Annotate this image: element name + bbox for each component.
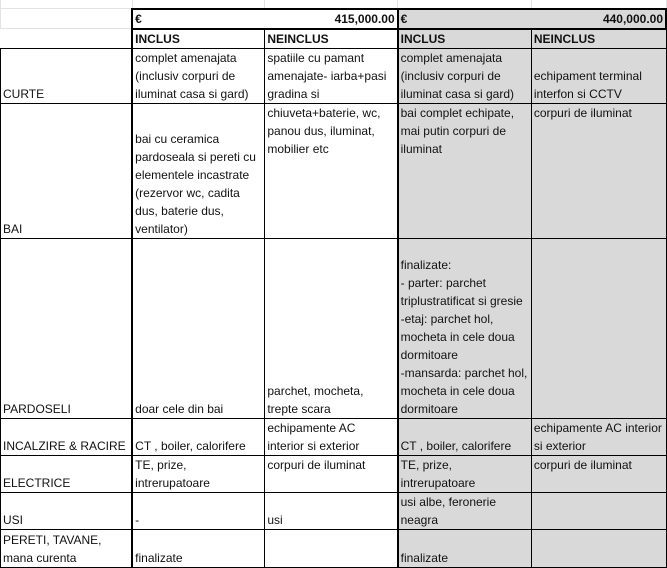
offer2-price: 440,000.00	[602, 11, 663, 26]
row-usi	[1, 492, 667, 529]
offer2-excluded-cell[interactable]	[531, 238, 666, 418]
row-label[interactable]: BAI	[1, 103, 133, 238]
offer1-included-header[interactable]: INCLUS	[132, 29, 265, 49]
row-curte	[1, 48, 667, 103]
offer1-included-cell[interactable]: CT , boiler, calorifere	[132, 418, 265, 455]
offer1-included-cell[interactable]: doar cele din bai	[132, 238, 265, 418]
offer1-included-cell[interactable]: -	[132, 492, 265, 529]
row-bai	[1, 103, 667, 238]
cell[interactable]	[398, 0, 532, 9]
offer1-included-cell[interactable]: TE, prize, intrerupatoare	[132, 455, 265, 492]
offer2-included-header[interactable]: INCLUS	[398, 29, 532, 49]
offer1-excluded-cell[interactable]: parchet, mocheta, trepte scara	[265, 238, 398, 418]
cell[interactable]	[132, 0, 265, 9]
offer1-excluded-cell[interactable]: usi	[265, 492, 398, 529]
offer1-price-cell[interactable]	[132, 9, 397, 29]
currency-symbol: €	[400, 11, 408, 26]
offer2-included-cell[interactable]: finalizate: - parter: parchet triplustratificat si gresie -etaj: parchet hol, mocheta in cele doua dormitoare -mansarda: parchet hol, mocheta in cele doua dormitoare	[398, 238, 532, 418]
currency-symbol: €	[135, 11, 142, 26]
offer1-included-cell[interactable]: finalizate	[132, 529, 265, 567]
offer1-excluded-cell[interactable]: chiuveta+baterie, wc, panou dus, iluminat, mobilier etc	[265, 103, 398, 238]
offer2-included-cell[interactable]: usi albe, feronerie neagra	[398, 492, 532, 529]
offer1-included-cell[interactable]: bai cu ceramica pardoseala si pereti cu elementele incastrate (rezervor wc, cadita dus, baterie dus, ventilator)	[132, 103, 265, 238]
offer2-included-cell[interactable]: bai complet echipate, mai putin corpuri de iluminat	[398, 103, 532, 238]
offer2-excluded-cell[interactable]	[531, 492, 666, 529]
row-label[interactable]: PARDOSELI	[1, 238, 133, 418]
cell[interactable]	[1, 9, 133, 29]
offer1-excluded-cell[interactable]: corpuri de iluminat	[265, 455, 398, 492]
offer2-excluded-cell[interactable]	[531, 529, 666, 567]
row-pereti-tavane	[1, 529, 667, 567]
cell[interactable]	[1, 0, 133, 9]
row-electrice	[1, 455, 667, 492]
row-incalzire-racire	[1, 418, 667, 455]
offer2-excluded-header[interactable]: NEINCLUS	[531, 29, 666, 49]
offer1-excluded-cell[interactable]: spatiile cu pamant amenajate- iarba+pasi gradina si	[265, 48, 398, 103]
offer1-price: 415,000.00	[334, 11, 395, 26]
row-label[interactable]: USI	[1, 492, 133, 529]
offer1-excluded-cell[interactable]: echipamente AC interior si exterior	[265, 418, 398, 455]
offer2-included-cell[interactable]: finalizate	[398, 529, 532, 567]
cell[interactable]	[531, 0, 666, 9]
offer2-included-cell[interactable]: TE, prize, intrerupatoare	[398, 455, 532, 492]
offer2-excluded-cell[interactable]: corpuri de iluminat	[531, 455, 666, 492]
row-label[interactable]: ELECTRICE	[1, 455, 133, 492]
offer1-included-cell[interactable]: complet amenajata (inclusiv corpuri de iluminat casa si gard)	[132, 48, 265, 103]
offer2-included-cell[interactable]: complet amenajata (inclusiv corpuri de iluminat casa si gard)	[398, 48, 532, 103]
offer2-excluded-cell[interactable]: echipamente AC interior si exterior	[531, 418, 666, 455]
offer2-price-cell[interactable]	[398, 9, 666, 29]
row-label[interactable]: PERETI, TAVANE, mana curenta	[1, 529, 133, 567]
offer2-excluded-cell[interactable]: corpuri de iluminat	[531, 103, 666, 238]
offer1-excluded-cell[interactable]	[265, 529, 398, 567]
row-pardoseli	[1, 238, 667, 418]
cell[interactable]	[265, 0, 398, 9]
cell[interactable]	[1, 29, 133, 49]
row-label[interactable]: CURTE	[1, 48, 133, 103]
offer2-included-cell[interactable]: CT , boiler, calorifere	[398, 418, 532, 455]
row-label[interactable]: INCALZIRE & RACIRE	[1, 418, 133, 455]
offer1-excluded-header[interactable]: NEINCLUS	[265, 29, 398, 49]
offer2-excluded-cell[interactable]: echipament terminal interfon si CCTV	[531, 48, 666, 103]
